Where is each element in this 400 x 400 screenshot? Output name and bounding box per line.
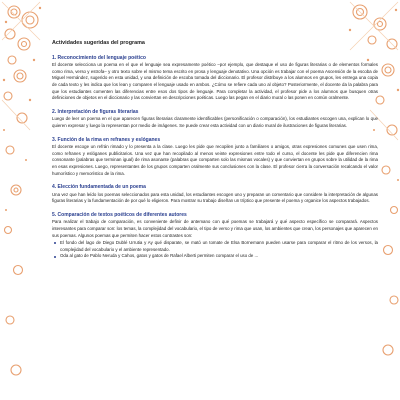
- section-3: [52, 137, 378, 178]
- section-body: Una vez que han leído los poemas seleccionados para esta unidad, los estudiantes escogen uno y preparan un comentario que considere la interpretación de algunas figuras literarias y la fundamentación de por qué lo eligieron. Para mostrar su trabajo diseñan un tríptico que presente el poema y organice los aspectos trabajados.: [52, 191, 378, 204]
- section-body: El docente escoge un refrán rimado y lo presenta a la clase. Luego les pide que recopilen junto a familiares o amigos, otras expresiones comunes que usen rima, como refranes y eslóganes publicitarios. Una vez que han recopilado al menos veinte expresiones entre todo el curso, el docente les pide que diferencien rima consonante (palabras que terminan igual) de rima asonante (palabras que comparten solo las mismas vocales) y que conviertan en grupos sobre la utilidad de la rima en esas expresiones. Luego, representantes de los grupos comparten oralmente sus conclusiones con la clase. El profesor cierra la conversación recalcando el valor humorístico y memorístico de la rima.: [52, 144, 378, 176]
- section-2: [52, 109, 378, 130]
- list-item: El fondo del lago de Diego Dublé Urrutia y Ay qué disparate, se mató un tomate de Elsa Bornemann pueden usarse para comparar el ritmo de los versos, la complejidad del vocabulario y el ambiente representado.: [60, 240, 378, 252]
- section-heading: 4. Elección fundamentada de un poema: [52, 184, 146, 191]
- section-heading: 1. Reconocimiento del lenguaje poético: [52, 54, 146, 61]
- section-body: Para realizar el trabajo de comparación, es conveniente definir de antemano con qué poemas se trabajará y qué aspecto específico se comparará. Aspectos interesantes para comparar son: los temas, la complejidad del vocabulario, el tipo de verso y rima que usan, los ambientes que crean, los personajes que aparecen en sus poemas. Algunos poemas que permiten hacer estos contrastes son:: [52, 219, 378, 238]
- section-1: [52, 55, 378, 102]
- section-body: El docente selecciona un poema en el que el lenguaje sea expresamente poético –por ejemplo, que destaque el uso de figuras literarias o de elementos formales como rima, verso y estrofa– y otro texto sobre el mismo tema escrito en prosa y lenguaje denotativo. Una opción es trabajar con el poema Ascensión de la escoba de Miguel Hernández, sugerido en esta unidad, y una definición de escoba tomada del diccionario. El profesor distribuye a los alumnos en grupos, les entrega una copia de cada texto y les indica que los lean y comparen el lenguaje usado en ambos. ¿Cómo se refiere cada uno al objeto? Posteriormente, el docente da la palabra para que los estudiantes comenten las diferencias entre esos dos tipos de lenguaje. Para completar la actividad, el profesor pide a los alumnos que busquen otras definiciones de objetos en el diccionario y las conviertan en descripciones poéticas. Luego las pegan en el diario mural o las ponen en común oralmente.: [52, 62, 378, 101]
- document-page: [52, 40, 378, 260]
- poem-comparison-list: [52, 240, 378, 260]
- list-item: Oda al gato de Pablo Neruda y Cahos, gatos y gatos de Rafael Alberti permiten comparar el uso de ...: [60, 253, 378, 260]
- section-heading: 3. Función de la rima en refranes y eslóganes: [52, 136, 161, 143]
- section-4: [52, 184, 378, 205]
- section-heading: 2. Interpretación de figuras literarias: [52, 108, 139, 115]
- section-5: [52, 212, 378, 260]
- page-title: Actividades sugeridas del programa: [52, 40, 145, 46]
- section-heading: 5. Comparación de textos poéticos de diferentes autores: [52, 211, 187, 218]
- section-body: Luego de leer un poema en el que aparecen figuras literarias claramente identificables (personificación o comparación), los estudiantes escogen una, explican lo que quieren expresar y luego la representan por medio de imágenes. Se puede crear esta actividad con un diario mural de ilustraciones de figuras literarias.: [52, 116, 378, 128]
